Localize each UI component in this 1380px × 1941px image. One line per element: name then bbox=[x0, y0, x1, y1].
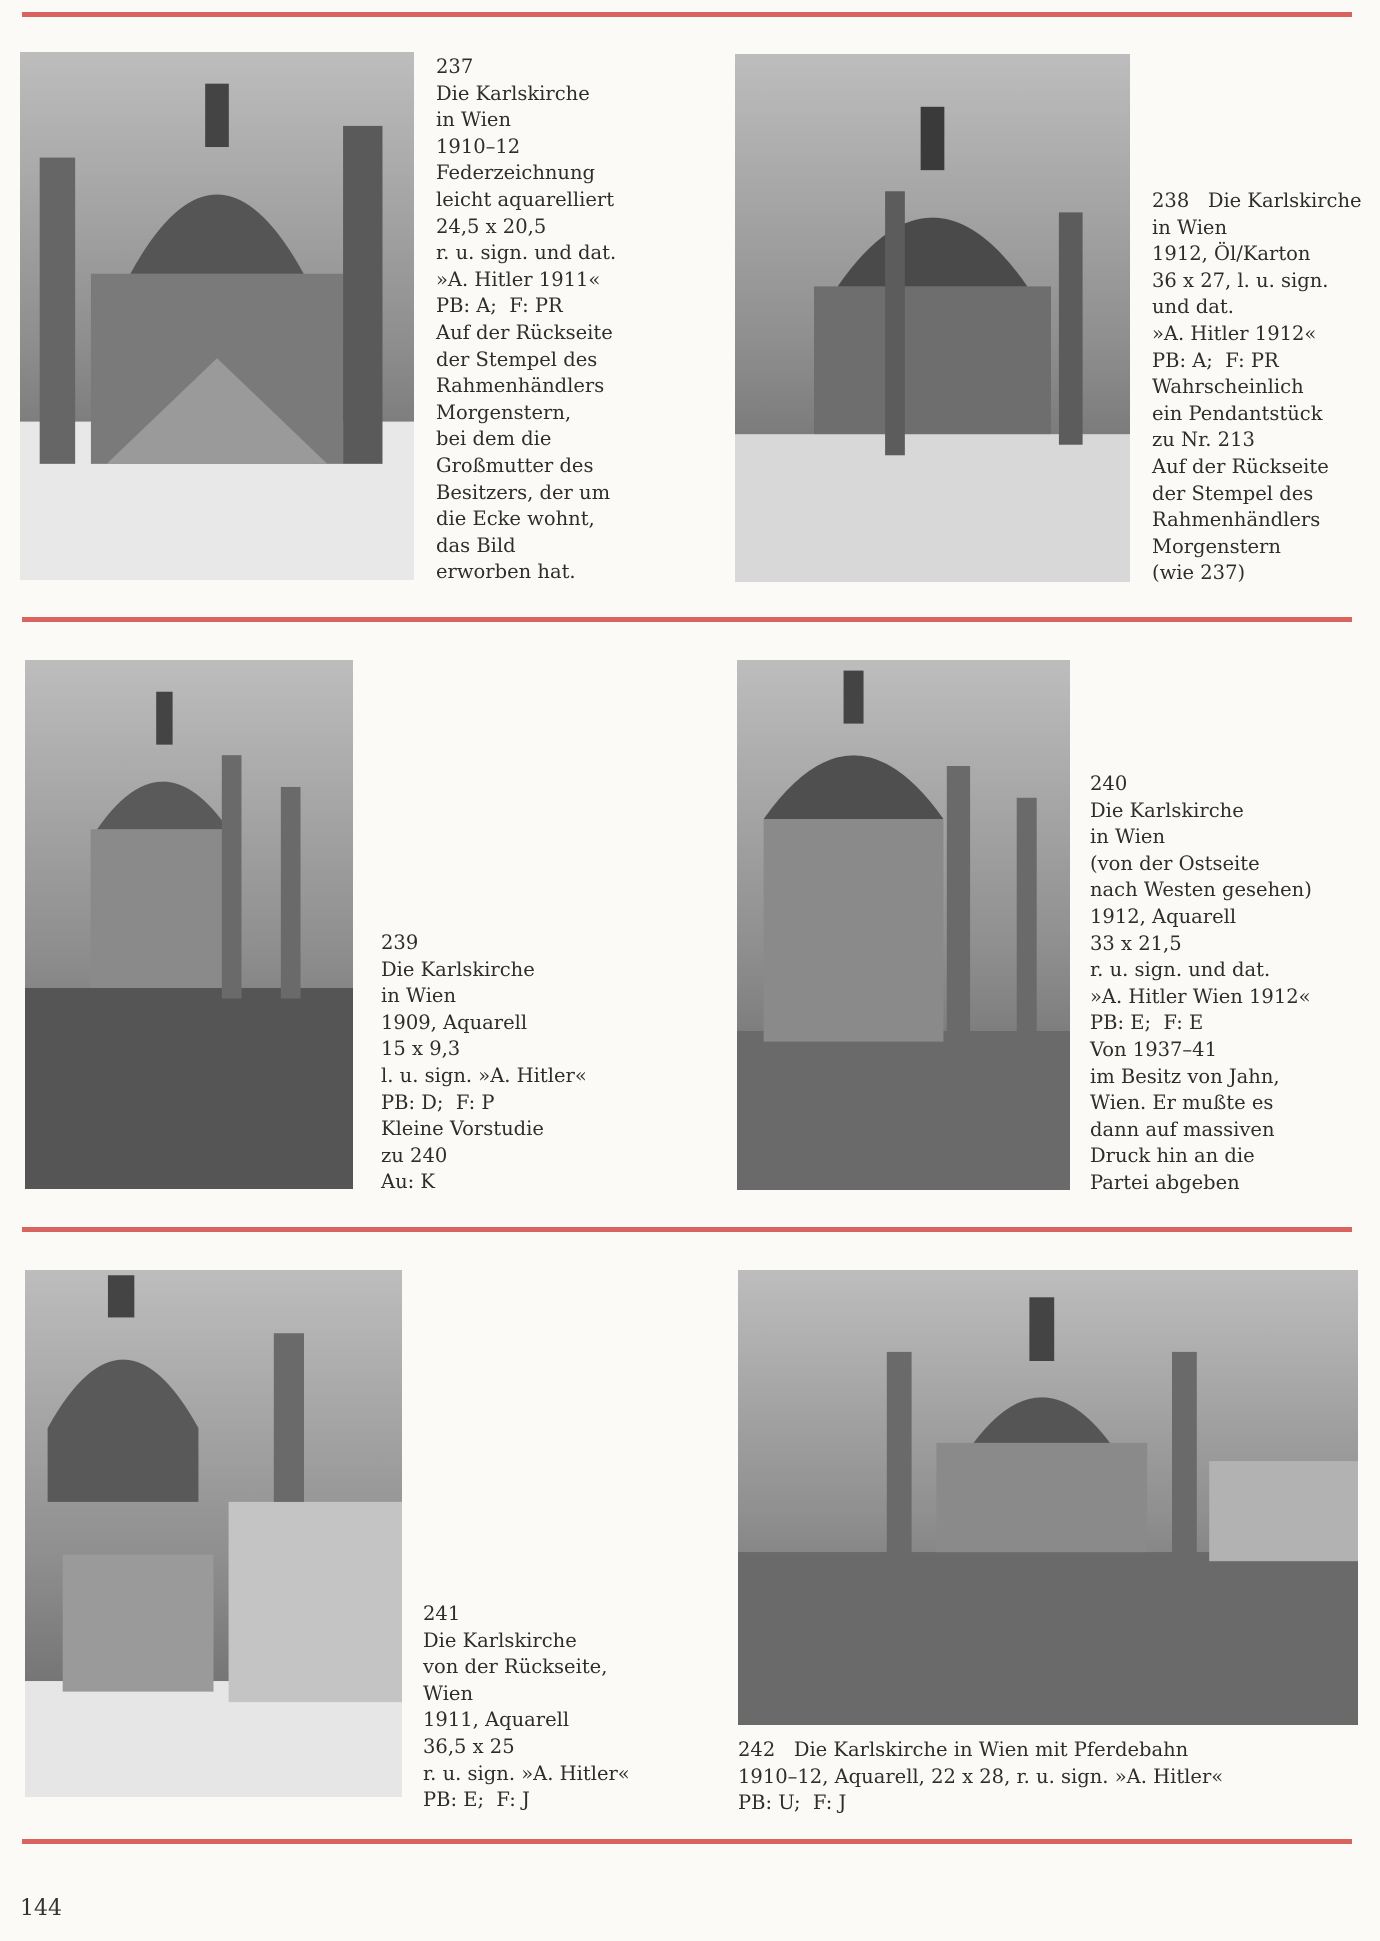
church-dome-icon bbox=[20, 52, 414, 580]
divider-rule-2 bbox=[22, 1227, 1352, 1232]
caption-238: 238 Die Karlskirche in Wien 1912, Öl/Karton 36 x 27, l. u. sign. und dat. »A. Hitler 1912« PB: A; F: PR Wahrscheinlich ein Pendantstück zu Nr. 213 Auf der Rückseite der Stempel des Rahmenhändlers Morgenstern (wie 237) bbox=[1152, 189, 1362, 585]
caption-240: 240 Die Karlskirche in Wien (von der Ostseite nach Westen gesehen) 1912, Aquarell 33 x 21,5 r. u. sign. und dat. »A. Hitler Wien 1912« PB: E; F: E Von 1937–41 im Besitz von Jahn, Wien. Er mußte es dann auf massiven Druck hin an die Partei abgeben bbox=[1090, 772, 1312, 1194]
caption-239: 239 Die Karlskirche in Wien 1909, Aquarell 15 x 9,3 l. u. sign. »A. Hitler« PB: D; F: P Kleine Vorstudie zu 240 Au: K bbox=[381, 931, 587, 1194]
page-number: 144 bbox=[20, 1896, 62, 1921]
illustration-237 bbox=[20, 52, 414, 580]
illustration-238 bbox=[735, 54, 1130, 582]
divider-rule-top bbox=[22, 12, 1352, 17]
illustration-242 bbox=[738, 1270, 1358, 1725]
church-dome-icon bbox=[738, 1270, 1358, 1725]
caption-242: 242 Die Karlskirche in Wien mit Pferdebahn 1910–12, Aquarell, 22 x 28, r. u. sign. »A. Hitler« PB: U; F: J bbox=[738, 1738, 1224, 1815]
church-dome-icon bbox=[737, 660, 1070, 1190]
divider-rule-bottom bbox=[22, 1839, 1352, 1844]
church-dome-icon bbox=[25, 1270, 402, 1797]
divider-rule-1 bbox=[22, 617, 1352, 622]
church-dome-icon bbox=[735, 54, 1130, 582]
illustration-240 bbox=[737, 660, 1070, 1190]
illustration-241 bbox=[25, 1270, 402, 1797]
caption-241: 241 Die Karlskirche von der Rückseite, Wien 1911, Aquarell 36,5 x 25 r. u. sign. »A. Hitler« PB: E; F: J bbox=[423, 1602, 630, 1812]
illustration-239 bbox=[25, 660, 353, 1189]
caption-237: 237 Die Karlskirche in Wien 1910–12 Federzeichnung leicht aquarelliert 24,5 x 20,5 r. u. sign. und dat. »A. Hitler 1911« PB: A; F: PR Auf der Rückseite der Stempel des Rahmenhändlers Morgenstern, bei dem die Großmutter des Besitzers, der um die Ecke wohnt, das Bild erworben hat. bbox=[436, 55, 617, 584]
church-dome-icon bbox=[25, 660, 353, 1189]
